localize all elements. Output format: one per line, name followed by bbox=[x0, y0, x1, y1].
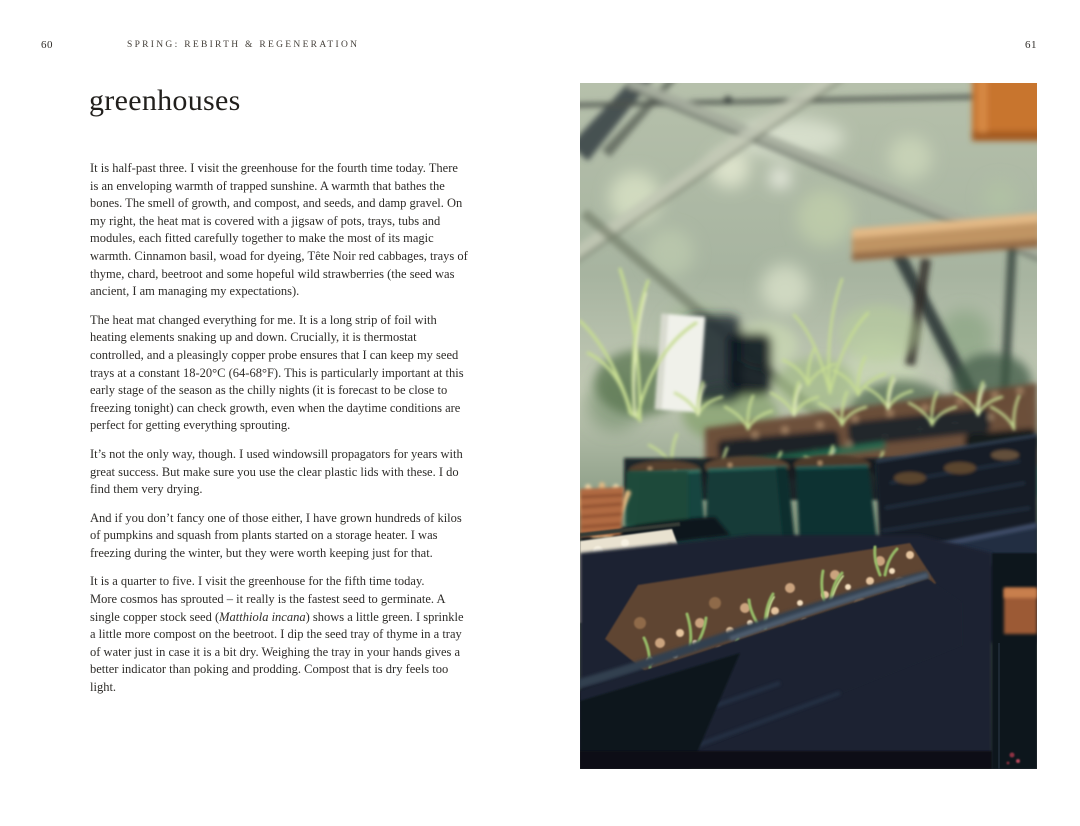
running-header: SPRING: REBIRTH & REGENERATION bbox=[127, 40, 360, 50]
paragraph-5-text: More cosmos has sprouted – it really is the fastest seed to germinate. A single copper stock seed ( bbox=[90, 592, 445, 624]
paragraph-5 bbox=[90, 573, 468, 696]
chapter-title: greenhouses bbox=[89, 84, 241, 117]
paragraph-5-text-cont: ) shows a little green. I sprinkle a little more compost on the beetroot. I dip the seed tray of thyme in a tray of water just in case it is a bit dry. Weighing the tray in your hands gives a better indicator than poking and prodding. Compost that is dry feels too light. bbox=[90, 609, 464, 695]
page-number-left: 60 bbox=[41, 39, 53, 51]
species-name: Matthiola incana bbox=[219, 609, 306, 624]
paragraph-1: It is half-past three. I visit the greenhouse for the fourth time today. There is an enveloping warmth of trapped sunshine. A warmth that bathes the bones. The smell of growth, and compost, and seeds, and damp gravel. On my right, the heat mat is covered with a jigsaw of pots, trays, tubs and modules, each fitted carefully together to make the most of its magic warmth. Cinnamon basil, woad for dyeing, Tête Noir red cabbages, trays of thyme, chard, beetroot and some hopeful wild strawberries (the seed was ancient, I am managing my expectations). bbox=[90, 161, 468, 299]
front-seed-tray bbox=[580, 535, 992, 769]
paragraph-2: The heat mat changed everything for me. It is a long strip of foil with heating elements snaking up and down. Crucially, it is thermostat controlled, and a pleasingly copper probe ensures that I can keep my seed trays at a constant 18-20°C (64-68°F). This is particularly important at this early stage of the season as the chilly nights (it is forecast to be close to freezing tonight) can check growth, even when the daytime conditions are perfect for getting everything sprouting. bbox=[90, 312, 464, 433]
paragraph-3: It’s not the only way, though. I used windowsill propagators for years with great success. But make sure you use the clear plastic lids with these. I do find them very drying. bbox=[90, 446, 463, 497]
greenhouse-photo bbox=[580, 83, 1037, 769]
shelf-leg bbox=[992, 553, 1037, 769]
page-number-right: 61 bbox=[1025, 39, 1037, 51]
paragraph-5-line-1: It is a quarter to five. I visit the greenhouse for the fifth time today. bbox=[90, 574, 425, 589]
article-body bbox=[90, 160, 468, 708]
paragraph-4: And if you don’t fancy one of those either, I have grown hundreds of kilos of pumpkins and squash from plants started on a storage heater. I was freezing during the winter, but they were worth keeping just for that. bbox=[90, 510, 462, 560]
